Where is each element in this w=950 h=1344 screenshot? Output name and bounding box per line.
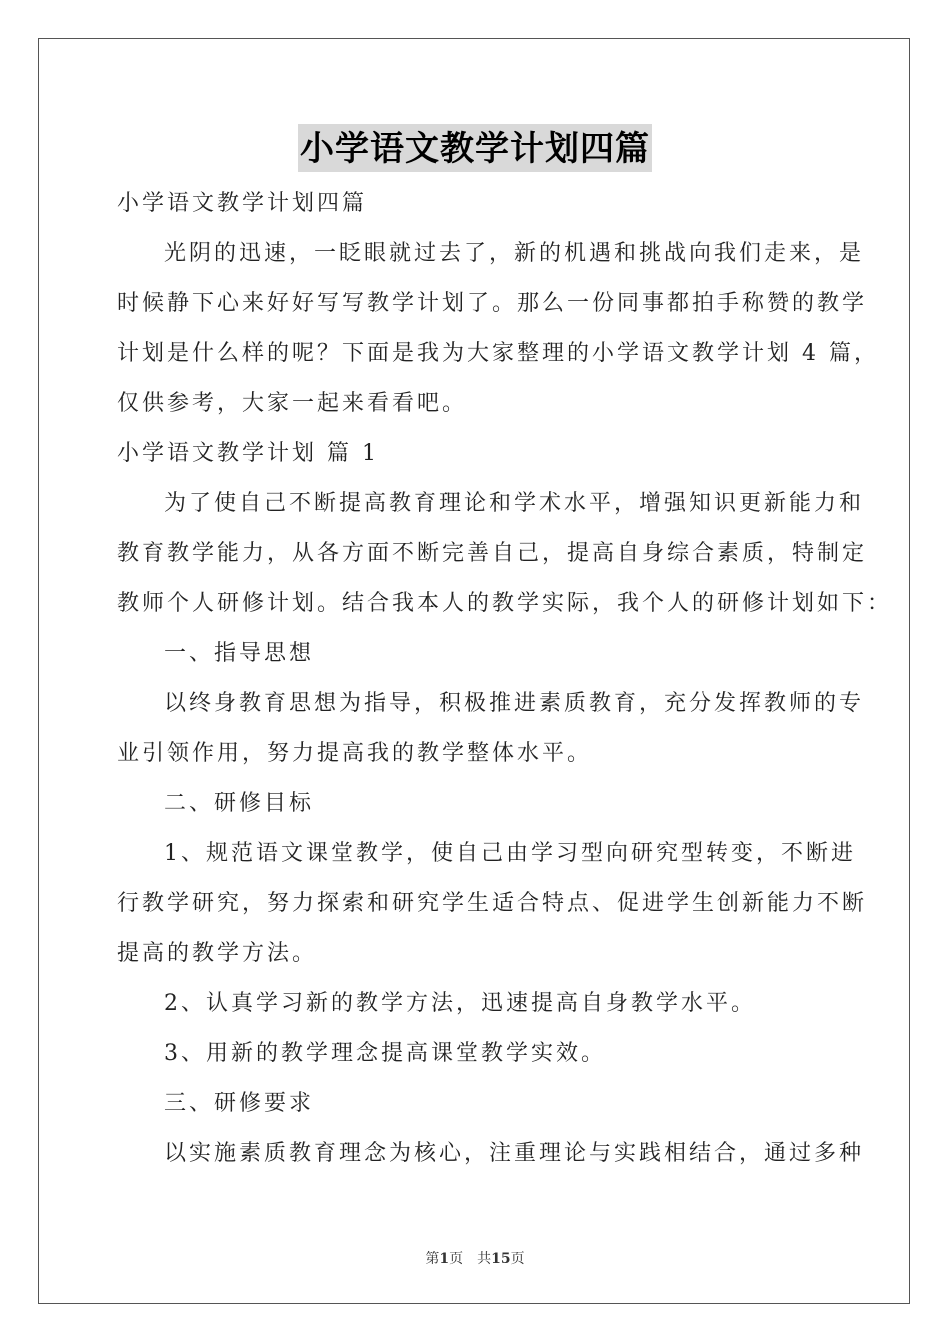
page-total: 15: [491, 1251, 511, 1267]
subtitle-line: 小学语文教学计划四篇: [117, 191, 368, 216]
page-prefix: 第: [425, 1251, 440, 1267]
paragraph-line: 教师个人研修计划。结合我本人的教学实际，我个人的研修计划如下：: [117, 591, 893, 616]
page-suffix: 页: [510, 1251, 525, 1267]
paragraph-line: 时候静下心来好好写写教学计划了。那么一份同事都拍手称赞的教学: [117, 291, 868, 316]
page-mid: 页 共: [449, 1251, 492, 1267]
paragraph-line: 1、规范语文课堂教学，使自己由学习型向研究型转变，不断进: [164, 841, 856, 866]
paragraph-line: 2、认真学习新的教学方法，迅速提高自身教学水平。: [164, 991, 756, 1016]
subsection-heading: 一、指导思想: [164, 641, 315, 666]
paragraph-line: 计划是什么样的呢？下面是我为大家整理的小学语文教学计划 4 篇，: [117, 341, 879, 366]
section-heading: 小学语文教学计划 篇 1: [117, 441, 379, 466]
paragraph-line: 3、用新的教学理念提高课堂教学实效。: [164, 1041, 606, 1066]
paragraph-line: 提高的教学方法。: [117, 941, 318, 966]
paragraph-line: 为了使自己不断提高教育理论和学术水平，增强知识更新能力和: [164, 491, 865, 516]
title-container: [0, 124, 950, 172]
paragraph-line: 教育教学能力，从各方面不断完善自己，提高自身综合素质，特制定: [117, 541, 868, 566]
subsection-heading: 三、研修要求: [164, 1091, 315, 1116]
page-current: 1: [439, 1251, 450, 1267]
subsection-heading: 二、研修目标: [164, 791, 315, 816]
document-title: 小学语文教学计划四篇: [298, 124, 652, 172]
page-footer: [0, 1248, 950, 1268]
paragraph-line: 以实施素质教育理念为核心，注重理论与实践相结合，通过多种: [164, 1141, 865, 1166]
paragraph-line: 业引领作用，努力提高我的教学整体水平。: [117, 741, 593, 766]
paragraph-line: 以终身教育思想为指导，积极推进素质教育，充分发挥教师的专: [164, 691, 865, 716]
paragraph-line: 仅供参考，大家一起来看看吧。: [117, 391, 468, 416]
paragraph-line: 行教学研究，努力探索和研究学生适合特点、促进学生创新能力不断: [117, 891, 868, 916]
paragraph-line: 光阴的迅速，一眨眼就过去了，新的机遇和挑战向我们走来，是: [164, 241, 865, 266]
